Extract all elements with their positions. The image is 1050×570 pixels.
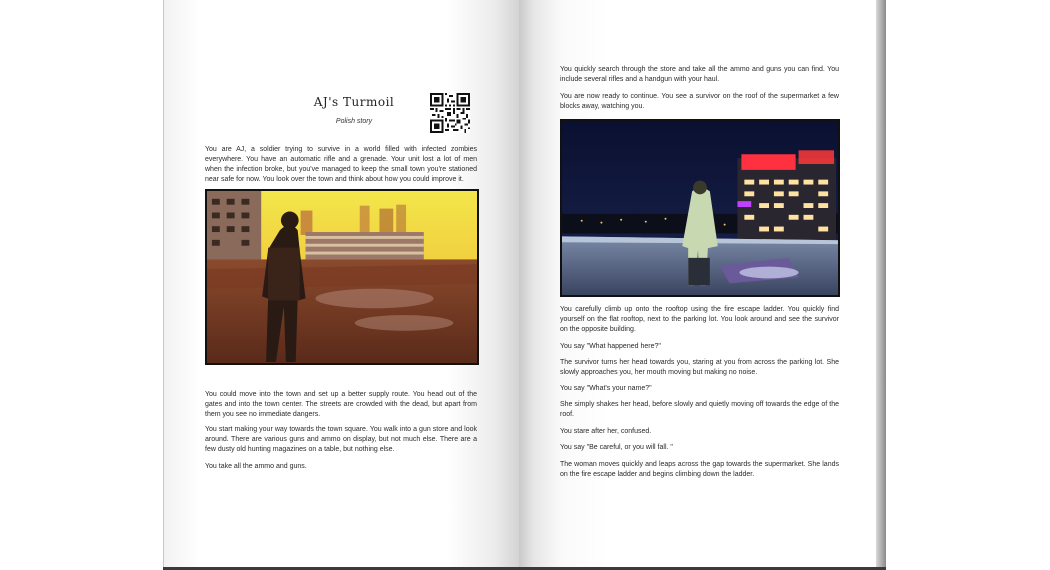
- qr-code-icon[interactable]: [430, 93, 470, 133]
- right-paragraph-10: The woman moves quickly and leaps across the gap towards the supermarket. She lands on the fire escape ladder and begins climbing down the ladder.: [560, 461, 839, 478]
- right-paragraph-5: The survivor turns her head towards you, staring at you from across the parking lot. She slowly approaches you, her mouth moving but making no noise.: [560, 359, 839, 376]
- story-title: AJ's Turmoil: [313, 95, 395, 109]
- left-paragraph-1: You are AJ, a soldier trying to survive in a world filled with infected zombies everywhere. You have an automatic rifle and a grenade. Your unit lost a lot of men when the infection broke, but you've managed to keep the small town you're stationed near safe for now. You look over the town and think about how you could improve it.: [205, 146, 477, 183]
- right-paragraph-6: You say "What's your name?": [560, 385, 652, 392]
- right-paragraph-3: You carefully climb up onto the rooftop using the fire escape ladder. You quickly find yourself on the flat rooftop, next to the parking lot. You look around and see the survivor on the opposite building.: [560, 306, 839, 333]
- left-paragraph-2: You could move into the town and set up a better supply route. You head out of the gates and into the town center. The streets are crowded with the dead, but apart from them you see no immediate dangers.: [205, 391, 477, 418]
- right-paragraph-8: You stare after her, confused.: [560, 428, 652, 435]
- right-paragraph-4: You say "What happened here?": [560, 343, 661, 350]
- left-paragraph-4: You take all the ammo and guns.: [205, 463, 307, 470]
- right-page: [519, 0, 876, 567]
- illustration-rooftop-survivor: [560, 119, 840, 297]
- right-paragraph-9: You say "Be careful, or you will fall. ": [560, 444, 673, 451]
- left-paragraph-3: You start making your way towards the town square. You walk into a gun store and look around. There are various guns and ammo on display, but not much else. There are a few dusty old hunting magazines on a table, but nothing else.: [205, 426, 477, 453]
- illustration-ruined-town: [205, 189, 479, 365]
- story-subtitle: Polish story: [335, 118, 373, 125]
- right-paragraph-7: She simply shakes her head, before slowly and quietly moving off towards the edge of the roof.: [560, 401, 839, 418]
- right-paragraph-1: You quickly search through the store and take all the ammo and guns you can find. You include several rifles and a handgun with your haul.: [560, 66, 839, 83]
- open-book: [163, 0, 886, 570]
- left-page: [163, 0, 519, 567]
- right-paragraph-2: You are now ready to continue. You see a survivor on the roof of the supermarket a few blocks away, watching you.: [560, 93, 839, 110]
- page-edge: [876, 0, 886, 567]
